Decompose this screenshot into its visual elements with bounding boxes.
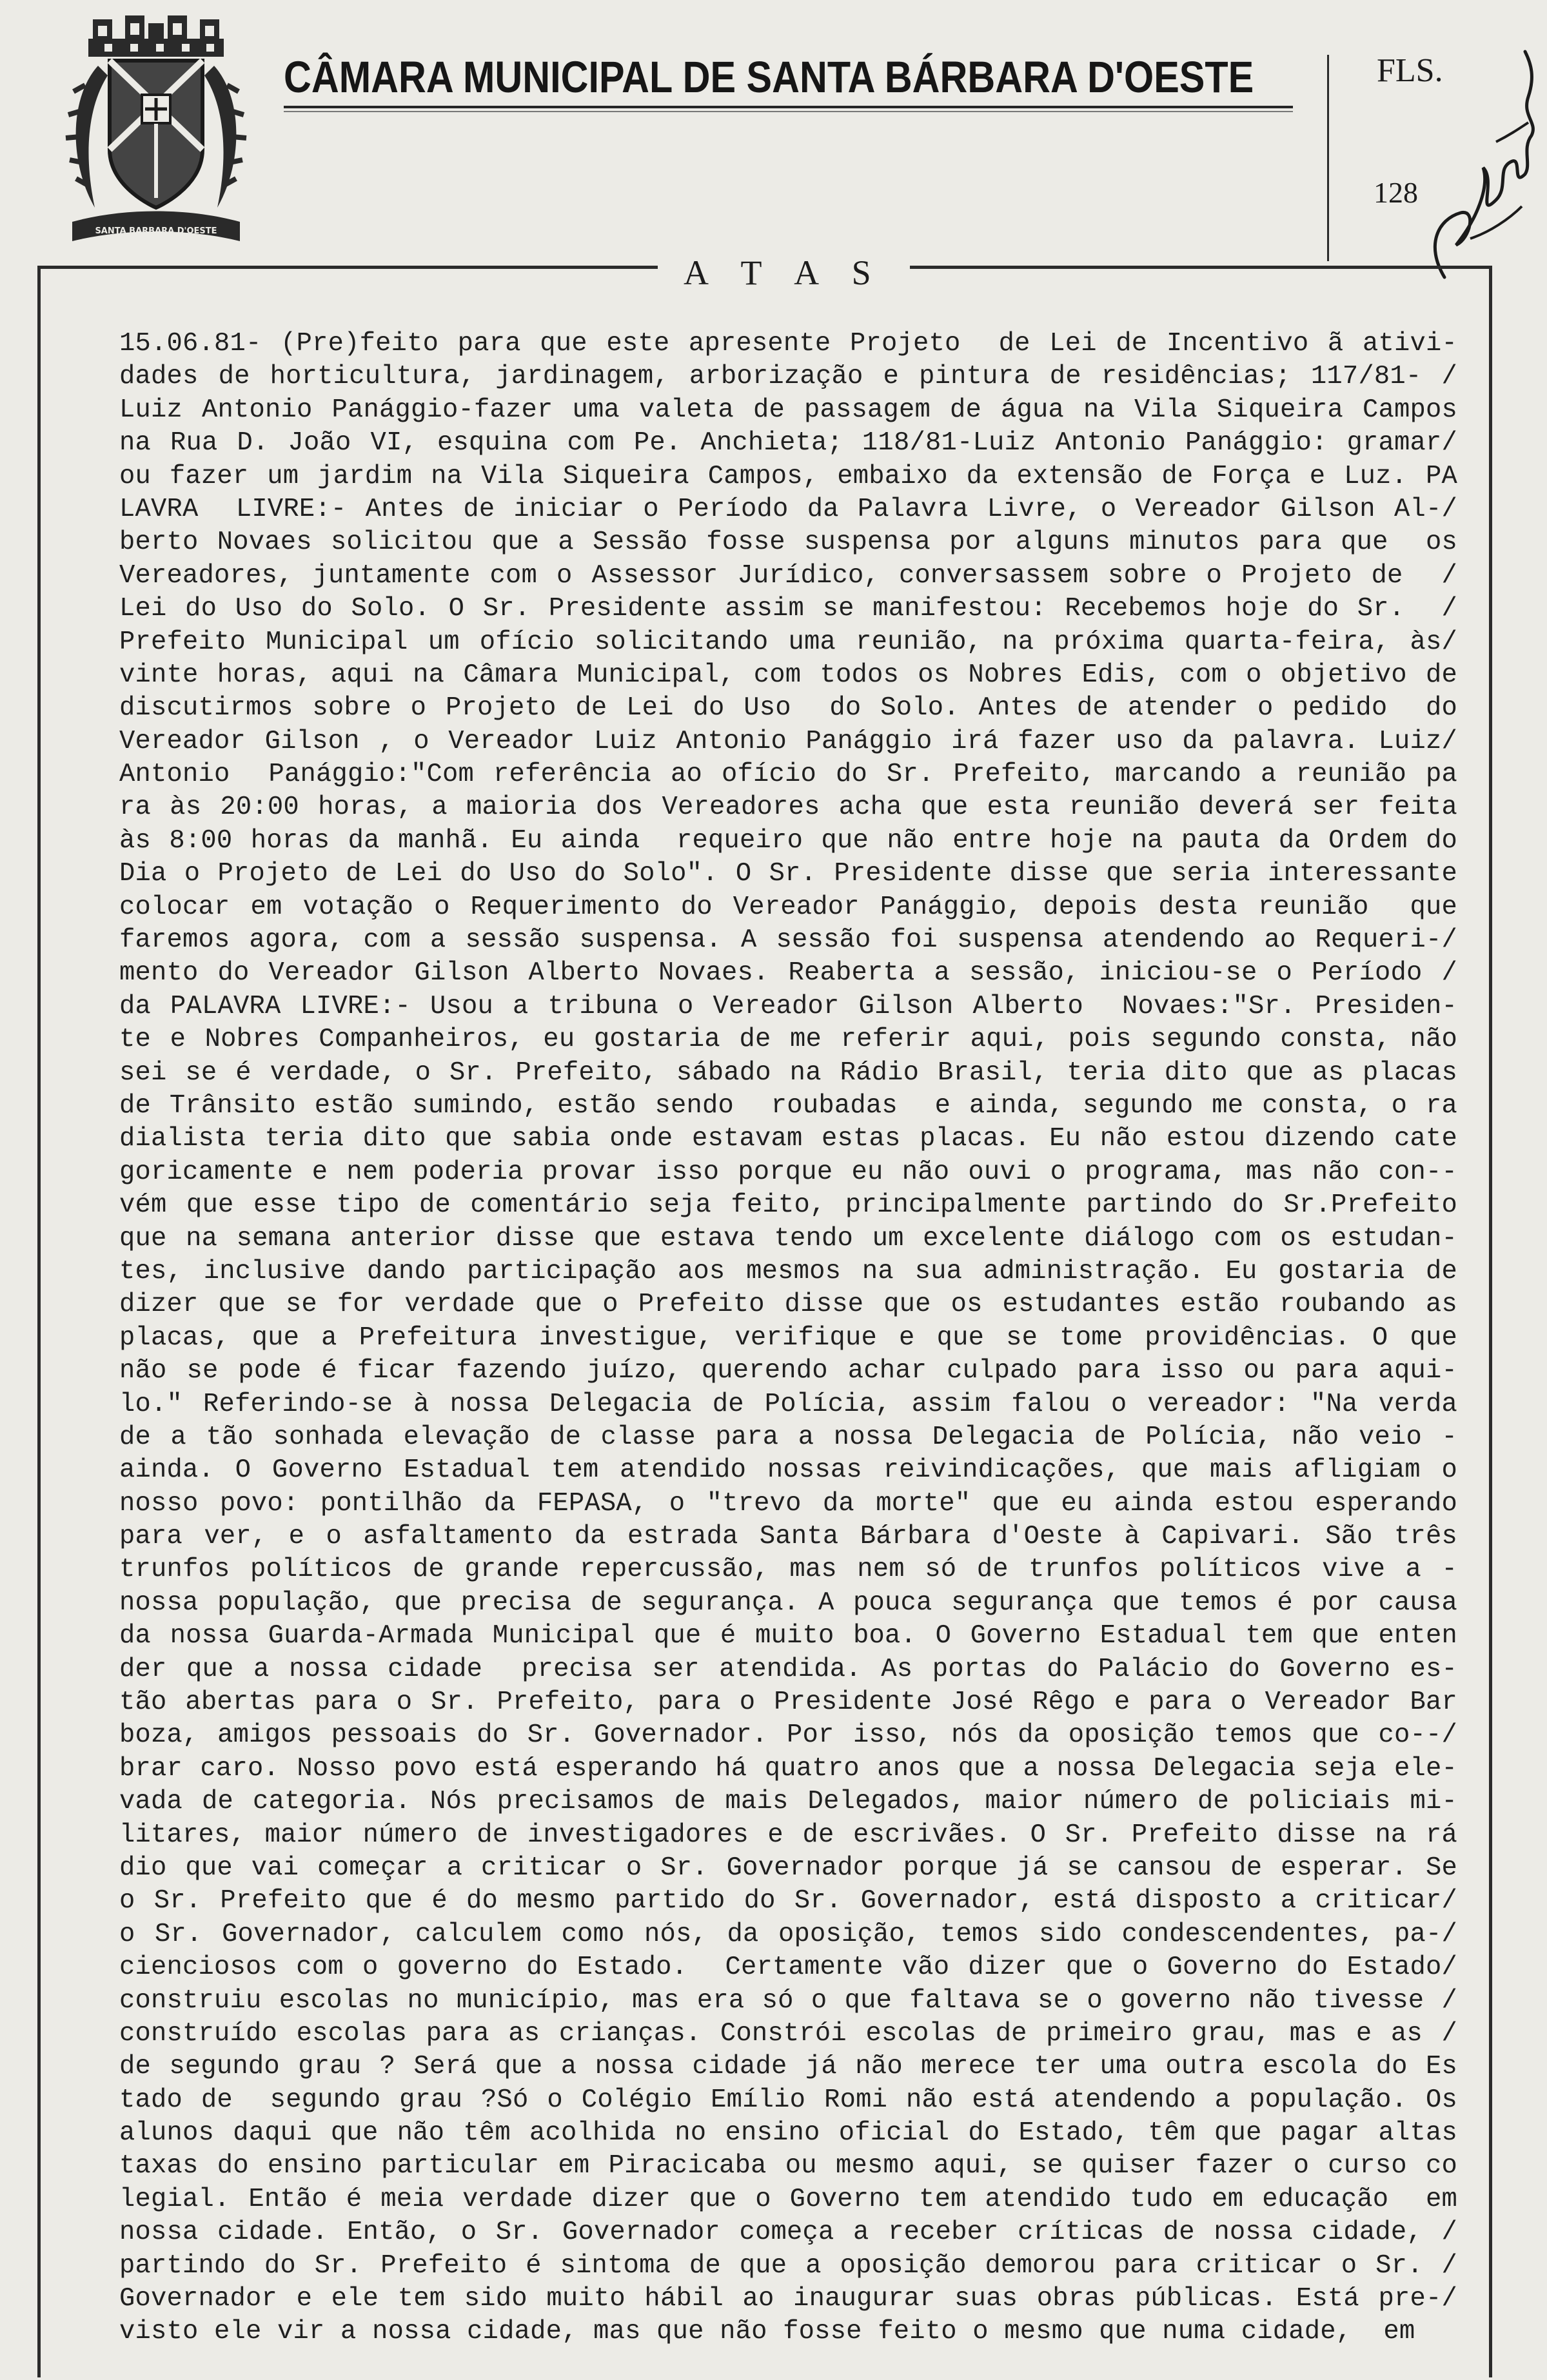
text-line: de segundo grau ? Será que a nossa cidade já não merece ter uma outra escola do Es	[119, 2052, 1457, 2082]
text-line: cienciosos com o governo do Estado. Certamente vão dizer que o Governo do Estado/	[119, 1952, 1457, 1983]
institution-title: CÂMARA MUNICIPAL DE SANTA BÁRBARA D'OESTE	[284, 52, 1254, 102]
text-line: nosso povo: pontilhão da FEPASA, o "trevo da morte" que eu ainda estou esperando	[119, 1488, 1457, 1519]
text-line: lo." Referindo-se à nossa Delegacia de Polícia, assim falou o vereador: "Na verda	[119, 1389, 1457, 1419]
text-line: sei se é verdade, o Sr. Prefeito, sábado na Rádio Brasil, teria dito que as placas	[119, 1057, 1457, 1088]
text-line: de a tão sonhada elevação de classe para a nossa Delegacia de Polícia, não veio -	[119, 1422, 1457, 1452]
text-line: dio que vai começar a criticar o Sr. Governador porque já se cansou de esperar. Se	[119, 1853, 1457, 1883]
text-line: vinte horas, aqui na Câmara Municipal, com todos os Nobres Edis, com o objetivo de	[119, 660, 1457, 690]
text-line: dades de horticultura, jardinagem, arborização e pintura de residências; 117/81- /	[119, 362, 1457, 392]
text-line: para ver, e o asfaltamento da estrada Santa Bárbara d'Oeste à Capivari. São três	[119, 1522, 1457, 1552]
text-line: trunfos políticos de grande repercussão, mas nem só de trunfos políticos vive a -	[119, 1555, 1457, 1585]
fls-divider	[1327, 55, 1329, 261]
text-line: partindo do Sr. Prefeito é sintoma de que a oposição demorou para criticar o Sr. /	[119, 2250, 1457, 2281]
text-line: visto ele vir a nossa cidade, mas que não fosse feito o mesmo que numa cidade, em	[119, 2317, 1415, 2347]
text-line: Luiz Antonio Panággio-fazer uma valeta de passagem de água na Vila Siqueira Campos	[119, 395, 1457, 425]
text-line: legial. Então é meia verdade dizer que o Governo tem atendido tudo em educação em	[119, 2184, 1457, 2214]
svg-text:SANTA BARBARA D'OESTE: SANTA BARBARA D'OESTE	[95, 226, 217, 236]
text-line: colocar em votação o Requerimento do Vereador Panággio, depois desta reunião que	[119, 892, 1457, 922]
text-line: faremos agora, com a sessão suspensa. A sessão foi suspensa atendendo ao Requeri-/	[119, 925, 1457, 956]
header-rule	[284, 106, 1293, 108]
text-line: litares, maior número de investigadores e de escrivães. O Sr. Prefeito disse na rá	[119, 1820, 1457, 1850]
text-line: tão abertas para o Sr. Prefeito, para o Presidente José Rêgo e para o Vereador Bar	[119, 1687, 1457, 1718]
text-line: tado de segundo grau ?Só o Colégio Emílio Romi não está atendendo a população. Os	[119, 2085, 1457, 2115]
text-line: na Rua D. João VI, esquina com Pe. Anchieta; 118/81-Luiz Antonio Panággio: gramar/	[119, 428, 1457, 458]
text-line: Antonio Panággio:"Com referência ao ofício do Sr. Prefeito, marcando a reunião pa	[119, 760, 1457, 790]
text-line: berto Novaes solicitou que a Sessão fosse suspensa por alguns minutos para que os	[119, 527, 1457, 558]
text-line: construído escolas para as crianças. Constrói escolas de primeiro grau, mas e as /	[119, 2018, 1457, 2049]
text-line: vém que esse tipo de comentário seja feito, principalmente partindo do Sr.Prefeito	[119, 1190, 1457, 1221]
text-line: da nossa Guarda-Armada Municipal que é muito boa. O Governo Estadual tem que enten	[119, 1621, 1457, 1651]
fls-label: FLS.	[1377, 52, 1443, 89]
text-line: te e Nobres Companheiros, eu gostaria de me referir aqui, pois segundo consta, não	[119, 1025, 1457, 1055]
text-line: boza, amigos pessoais do Sr. Governador. Por isso, nós da oposição temos que co--/	[119, 1720, 1457, 1751]
section-title: A T A S	[658, 253, 910, 293]
text-line: placas, que a Prefeitura investigue, verifique e que se tome providências. O que	[119, 1323, 1457, 1353]
text-line: nossa população, que precisa de segurança. A pouca segurança que temos é por causa	[119, 1588, 1457, 1618]
text-line: de Trânsito estão sumindo, estão sendo roubadas e ainda, segundo me consta, o ra	[119, 1090, 1457, 1121]
text-line: o Sr. Prefeito que é do mesmo partido do Sr. Governador, está disposto a criticar/	[119, 1886, 1457, 1916]
text-line: dialista teria dito que sabia onde estavam estas placas. Eu não estou dizendo cate	[119, 1124, 1457, 1154]
header-rule-secondary	[284, 111, 1293, 112]
text-line: nossa cidade. Então, o Sr. Governador começa a receber críticas de nossa cidade, /	[119, 2218, 1457, 2248]
text-line: alunos daqui que não têm acolhida no ensino oficial do Estado, têm que pagar altas	[119, 2118, 1457, 2149]
text-line: ainda. O Governo Estadual tem atendido nossas reivindicações, que mais afligiam o	[119, 1455, 1457, 1486]
page-number: 128	[1374, 176, 1418, 209]
text-line: Vereador Gilson , o Vereador Luiz Antonio Panággio irá fazer uso da palavra. Luiz/	[119, 726, 1457, 756]
text-line: ou fazer um jardim na Vila Siqueira Campos, embaixo da extensão de Força e Luz. PA	[119, 461, 1457, 491]
text-line: não se pode é ficar fazendo juízo, querendo achar culpado para isso ou para aqui-	[119, 1356, 1457, 1386]
text-line: goricamente e nem poderia provar isso porque eu não ouvi o programa, mas não con--	[119, 1157, 1457, 1187]
coat-of-arms-icon	[59, 14, 253, 253]
text-line: taxas do ensino particular em Piracicaba ou mesmo aqui, se quiser fazer o curso co	[119, 2151, 1457, 2181]
minutes-body-text	[119, 328, 1457, 2349]
text-line: brar caro. Nosso povo está esperando há quatro anos que a nossa Delegacia seja ele-	[119, 1753, 1457, 1784]
text-line: Dia o Projeto de Lei do Uso do Solo". O Sr. Presidente disse que seria interessante	[119, 859, 1457, 889]
text-line: o Sr. Governador, calculem como nós, da oposição, temos sido condescendentes, pa-/	[119, 1919, 1457, 1949]
text-line: mento do Vereador Gilson Alberto Novaes. Reaberta a sessão, iniciou-se o Período /	[119, 958, 1457, 988]
text-line: dizer que se for verdade que o Prefeito disse que os estudantes estão roubando as	[119, 1290, 1457, 1320]
handwritten-signature	[1399, 26, 1547, 303]
text-line: que na semana anterior disse que estava tendo um excelente diálogo com os estudan-	[119, 1223, 1457, 1254]
text-line: Governador e ele tem sido muito hábil ao inaugurar suas obras públicas. Está pre-/	[119, 2284, 1457, 2314]
text-line: der que a nossa cidade precisa ser atendida. As portas do Palácio do Governo es-	[119, 1654, 1457, 1684]
text-line: LAVRA LIVRE:- Antes de iniciar o Período da Palavra Livre, o Vereador Gilson Al-/	[119, 494, 1457, 524]
text-line: tes, inclusive dando participação aos mesmos na sua administração. Eu gostaria de	[119, 1256, 1457, 1286]
text-line: Prefeito Municipal um ofício solicitando uma reunião, na próxima quarta-feira, às/	[119, 627, 1457, 657]
text-line: ra às 20:00 horas, a maioria dos Vereadores acha que esta reunião deverá ser feita	[119, 792, 1457, 823]
text-line: Vereadores, juntamente com o Assessor Jurídico, conversassem sobre o Projeto de /	[119, 560, 1457, 591]
text-line: vada de categoria. Nós precisamos de mais Delegados, maior número de policiais mi-	[119, 1787, 1457, 1817]
text-line: construiu escolas no município, mas era só o que faltava se o governo não tivesse /	[119, 1985, 1457, 2016]
text-line: da PALAVRA LIVRE:- Usou a tribuna o Vereador Gilson Alberto Novaes:"Sr. Presiden-	[119, 991, 1457, 1021]
text-line: Lei do Uso do Solo. O Sr. Presidente assim se manifestou: Recebemos hoje do Sr. /	[119, 594, 1457, 624]
text-line: 15.06.81- (Pre)feito para que este apresente Projeto de Lei de Incentivo ã ativi-	[119, 329, 1457, 359]
text-line: discutirmos sobre o Projeto de Lei do Uso do Solo. Antes de atender o pedido do	[119, 693, 1457, 723]
text-line: às 8:00 horas da manhã. Eu ainda requeiro que não entre hoje na pauta da Ordem do	[119, 825, 1457, 856]
